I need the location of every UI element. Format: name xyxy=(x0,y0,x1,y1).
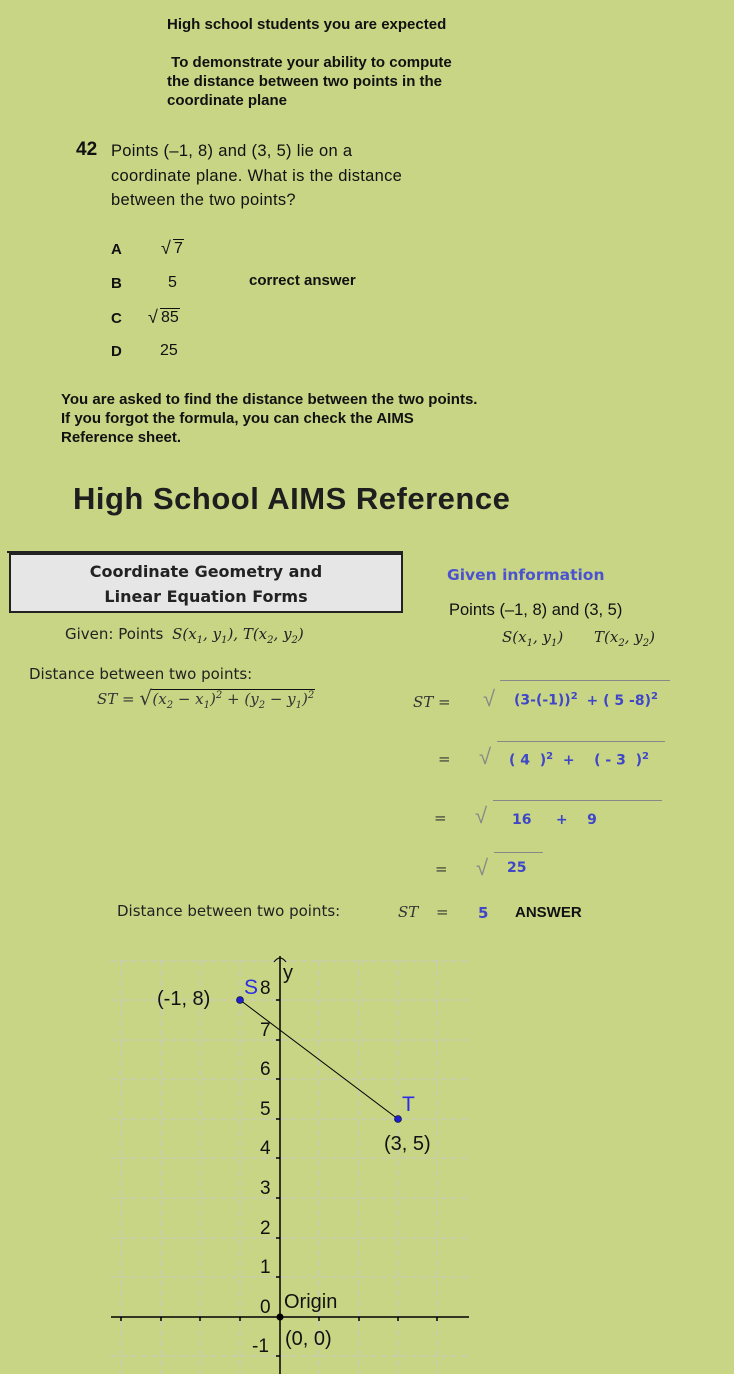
y-axis-label: y xyxy=(283,962,293,984)
question-line-1: Points (–1, 8) and (3, 5) lie on a xyxy=(111,142,353,160)
step-2-expression: ( 4 )$^2$ + ( - 3 )$^2$ xyxy=(509,751,649,769)
point-s-coord: (-1, 8) xyxy=(157,988,211,1010)
radical-icon: √ $(x_2 - x_1)^2 + (y_2 - y_1)^2$ xyxy=(139,686,315,711)
answer-label: ANSWER xyxy=(515,904,582,921)
y-tick-2: 2 xyxy=(260,1218,271,1239)
y-tick-0: 0 xyxy=(260,1297,271,1318)
y-tick-4: 4 xyxy=(260,1138,271,1159)
point-s-symbol: $S(x_1$, $y_1$) xyxy=(502,628,564,649)
y-tick-6: 6 xyxy=(260,1059,271,1080)
equals-2: = xyxy=(438,750,451,768)
point-s-label: S xyxy=(244,976,259,999)
origin-dot xyxy=(277,1314,284,1321)
option-b-letter: B xyxy=(111,275,122,292)
question-line-2: coordinate plane. What is the distance xyxy=(111,166,403,185)
intro-line-1: High school students you are expected xyxy=(167,16,447,33)
radical-bar xyxy=(493,800,662,801)
instruction-line-1: You are asked to find the distance between the two points. xyxy=(61,391,478,408)
y-tick-5: 5 xyxy=(260,1099,271,1120)
point-t-label: T xyxy=(402,1093,415,1116)
radical-icon: √ xyxy=(479,744,492,769)
result-lhs: ST xyxy=(398,903,419,921)
question-text xyxy=(111,139,402,213)
option-a-letter: A xyxy=(111,241,122,258)
box-line-2: Linear Equation Forms xyxy=(104,587,308,606)
correct-answer-note: correct answer xyxy=(249,272,356,289)
reference-header-box xyxy=(9,553,403,613)
intro-line-4: coordinate plane xyxy=(167,92,288,109)
step-4-expression: 25 xyxy=(507,860,527,876)
point-t-dot xyxy=(395,1116,402,1123)
radical-icon: √ xyxy=(483,686,496,711)
given-points-text: Points (–1, 8) and (3, 5) xyxy=(449,601,623,619)
radical-bar xyxy=(494,852,543,853)
result-equals: = xyxy=(436,903,449,921)
option-b-value[interactable]: 5 xyxy=(168,274,177,291)
coordinate-plane-graph xyxy=(0,940,734,1374)
reference-title: High School AIMS Reference xyxy=(73,481,511,516)
origin-label: Origin xyxy=(284,1291,338,1313)
radical-bar xyxy=(500,680,670,681)
y-tick-neg1: -1 xyxy=(252,1336,269,1357)
given-information-heading: Given information xyxy=(447,566,605,584)
question-line-3: between the two points? xyxy=(111,191,296,209)
equals-4: = xyxy=(435,860,448,878)
y-tick-3: 3 xyxy=(260,1178,271,1199)
step-1-expression: $(3-(-1))^2$ + ( 5 -8)$^2$ xyxy=(514,691,658,709)
y-tick-1: 1 xyxy=(260,1257,271,1278)
option-c-value[interactable] xyxy=(148,309,180,327)
option-c-letter: C xyxy=(111,310,122,327)
y-tick-7: 7 xyxy=(260,1020,271,1041)
st-equals-1: ST = xyxy=(413,693,451,711)
step-3-expression: 16 + 9 xyxy=(512,812,597,828)
instruction-line-3: Reference sheet. xyxy=(61,429,182,446)
equals-3: = xyxy=(434,809,447,827)
question-number: 42 xyxy=(76,139,98,160)
option-d-value[interactable]: 25 xyxy=(160,342,178,359)
result-value: 5 xyxy=(478,904,489,922)
radical-bar xyxy=(497,741,665,742)
option-d-letter: D xyxy=(111,343,122,360)
distance-label: Distance between two points: xyxy=(29,665,253,683)
y-tick-8: 8 xyxy=(260,978,271,999)
given-points-formula: Given: Points $S(x_1$, $y_1$), $T(x_2$, $y_2$) xyxy=(65,625,304,646)
origin-coord: (0, 0) xyxy=(285,1328,332,1350)
point-t-coord: (3, 5) xyxy=(384,1133,431,1155)
box-line-1: Coordinate Geometry and xyxy=(89,562,323,581)
distance-formula: ST = √ $(x_2 - x_1)^2 + (y_2 - y_1)^2$ xyxy=(97,686,315,711)
point-s-dot xyxy=(237,997,244,1004)
intro-line-3: the distance between two points in the xyxy=(167,73,443,90)
intro-line-2: To demonstrate your ability to compute xyxy=(167,54,452,71)
radical-icon: √ xyxy=(476,855,489,880)
option-a-value[interactable] xyxy=(161,240,184,258)
radical-icon: √ 85 xyxy=(148,307,179,327)
point-t-symbol: $T(x_2$, $y_2$) xyxy=(594,628,655,649)
distance-label-2: Distance between two points: xyxy=(117,902,341,920)
instruction-line-2: If you forgot the formula, you can check the AIMS xyxy=(61,410,414,427)
radical-icon: √ xyxy=(475,803,488,828)
radical-icon: √ 7 xyxy=(161,238,183,258)
